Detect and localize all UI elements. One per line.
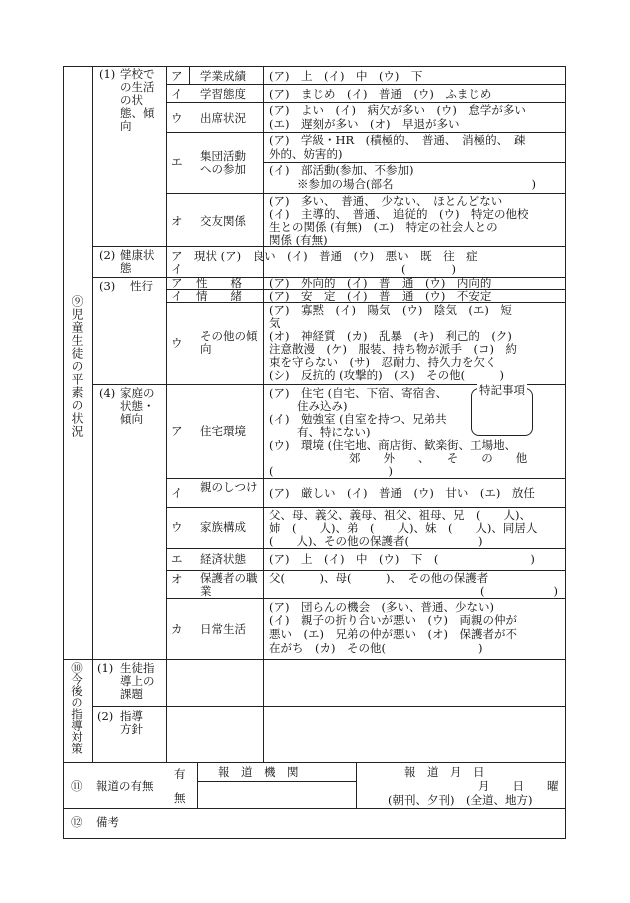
sec11-date-paren: (朝刊、夕刊) (全道、地方)	[388, 793, 533, 807]
s4u-letter: ウ	[171, 520, 183, 534]
s4a-line2: 住み込み)	[297, 399, 348, 413]
s1u-name: 出席状況	[200, 111, 246, 125]
sec11-div2	[356, 762, 357, 808]
s4a-line3: (イ) 勉強室 (自室を持つ、兄弟共	[269, 412, 447, 426]
sec11-agency: 報 道 機 関	[218, 765, 299, 779]
s4o-line2: ( )	[480, 584, 558, 598]
s1o-letter: オ	[171, 214, 183, 228]
s1i-letter: イ	[171, 87, 183, 101]
sec11-nashi: 無	[174, 791, 186, 805]
frame-bottom	[63, 838, 566, 839]
s3u-line1: (ア) 寡黙 (イ) 陽気 (ウ) 陰気 (エ) 短	[269, 303, 512, 317]
s3u-letter: ウ	[171, 336, 183, 350]
s1u-letter: ウ	[171, 111, 183, 125]
row-line	[166, 84, 565, 85]
sec11-hline	[197, 781, 356, 782]
s3u-line3: (オ) 神経質 (カ) 乱暴 (キ) 利己的 (ク)	[269, 329, 512, 343]
row-line	[166, 598, 565, 599]
s4a-line1: (ア) 住宅 (自宅、下宿、寄宿舎、	[269, 386, 448, 400]
s2-line1: ア 現状 (ア) 良い (イ) 普通 (ウ) 悪い 既 往 症	[171, 249, 478, 263]
s1u-line1: (ア) よい (イ) 病欠が多い (ウ) 怠学が多い	[269, 103, 526, 117]
sec10-title: ⑩今後の指導対策	[70, 662, 84, 754]
s4-num: (4)	[99, 386, 116, 400]
s4a-name: 住宅環境	[200, 424, 246, 438]
s4ka-line2: (イ) 親子の折り合いが悪い (ウ) 両親の仲が	[269, 613, 517, 627]
sec10-divider	[263, 659, 264, 762]
s4u-line2: 姉 ( 人)、弟 ( 人)、妹 ( 人)、同居人	[269, 521, 538, 535]
sec9-title: ⑨児童生徒の平素の状況	[70, 295, 84, 438]
sec10-bottom	[63, 762, 566, 763]
s4-label: 家庭の状態・傾向	[120, 386, 155, 426]
s1e-line3: (イ) 部活動(参加、不参加)	[269, 163, 414, 177]
s3u-line2: 気	[269, 316, 281, 330]
s1o-line1: (ア) 多い、 普通、 少ない、 ほとんどない	[269, 194, 503, 208]
s4e-name: 経済状態	[200, 552, 246, 566]
row-line	[166, 478, 565, 479]
s3i-text: (ア) 安 定 (イ) 普 通 (ウ) 不安定	[269, 289, 492, 303]
s4o-line1: 父( )、母( )、 その他の保護者	[269, 571, 489, 585]
sec10-s2-num: (2)	[97, 709, 114, 723]
s4ka-name: 日常生活	[200, 622, 246, 636]
s3u-line4: 注意散漫 (ケ) 服装、持ち物が派手 (コ) 約	[269, 342, 517, 356]
s1e-line2: 外的、妨害的)	[269, 147, 343, 161]
s4a-line6: 郊 外 、 そ の 他	[349, 451, 528, 465]
s1o-line4: 関係 (有無)	[269, 233, 328, 247]
s2-num: (2)	[99, 248, 116, 262]
s4e-text: (ア) 上 (イ) 中 (ウ) 下 ( )	[269, 552, 535, 566]
s4i-name: 親のしつけ	[200, 480, 258, 494]
sec12-label: 備考	[96, 815, 119, 829]
label-column-divider	[166, 66, 167, 762]
sec10-title-div	[92, 659, 93, 762]
s3i-letter: イ	[171, 289, 183, 303]
sec10-s1-num: (1)	[97, 661, 114, 675]
s1a-letter: ア	[171, 69, 183, 83]
s4i-text: (ア) 厳しい (イ) 普通 (ウ) 甘い (エ) 放任	[269, 486, 535, 500]
s2-label: 健康状態	[120, 248, 155, 275]
s4i-letter: イ	[171, 486, 183, 500]
s1e-name: 集団活動への参加	[200, 149, 246, 176]
sec11-date-line: 月 日 曜	[478, 779, 559, 793]
sec11-date: 報 道 月 日	[404, 765, 485, 779]
sec11-ari: 有	[174, 767, 186, 781]
sec11-label: 報道の有無	[96, 779, 154, 793]
s4ka-line1: (ア) 団らんの機会 (多い、普通、少ない)	[269, 600, 494, 614]
s1e-line4: ※参加の場合(部名 )	[297, 177, 536, 191]
s3u-line6: (シ) 反抗的 (攻撃的) (ス) その他( )	[269, 368, 505, 382]
s1i-name: 学習態度	[200, 87, 246, 101]
s1a-name: 学業成績	[200, 69, 246, 83]
s4o-name: 保護者の職業	[200, 571, 258, 598]
s3i-name: 情 緒	[196, 289, 242, 303]
s1i-text: (ア) まじめ (イ) 普通 (ウ) ふまじめ	[269, 87, 492, 101]
s4o-letter: オ	[171, 572, 183, 586]
sec11-bottom	[63, 808, 566, 809]
s3a-name: 性 格	[196, 276, 242, 290]
s4u-line3: ( 人)、その他の保護者( )	[269, 534, 483, 548]
s1o-line2: (イ) 主導的、 普通、 追従的 (ウ) 特定の他校	[269, 207, 529, 221]
s3s4-name-divider	[263, 277, 264, 659]
sec10-s1-label: 生徒指導上の課題	[120, 661, 155, 701]
s4a-letter: ア	[171, 424, 183, 438]
s4ka-line3: 悪い (エ) 兄弟の仲が悪い (オ) 保護者が不	[269, 627, 517, 641]
s1e-line1: (ア) 学級・HR (積極的、 普通、 消極的、 疎	[269, 133, 526, 147]
s3-num: (3)	[99, 279, 116, 293]
s4a-line5: (ウ) 環境 (住宅地、商店街、歓楽街、工場地、	[269, 438, 517, 452]
s4u-line1: 父、母、義父、義母、祖父、祖母、兄 ( 人)、	[269, 508, 531, 522]
note-label: 特記事項	[479, 383, 525, 397]
s4ka-letter: カ	[171, 622, 183, 636]
frame-left	[63, 66, 64, 839]
sec9-bottom	[63, 659, 566, 660]
sec11-div1	[197, 762, 198, 808]
s1a-letter-div	[189, 66, 190, 84]
s4e-letter: エ	[171, 552, 183, 566]
s3a-text: (ア) 外向的 (イ) 普 通 (ウ) 内向的	[269, 276, 492, 290]
sec11-num: ⑪	[71, 779, 83, 793]
s4a-line4: 有、特にない)	[297, 425, 371, 439]
sec12-num: ⑫	[71, 815, 83, 829]
s1-label: 学校での生活の状態、傾向	[120, 67, 155, 133]
s1o-name: 交友関係	[200, 214, 246, 228]
sec9-title-divider	[92, 66, 93, 659]
s1o-line3: 生との関係 (有無) (エ) 特定の社会人との	[269, 220, 498, 234]
s2-line2: イ ( )	[171, 262, 456, 276]
s3u-name: その他の傾向	[200, 329, 258, 356]
s4ka-line4: 在がち (カ) その他( )	[269, 641, 483, 655]
row-line	[92, 246, 565, 247]
s4a-line7: ( )	[269, 464, 393, 478]
row-line	[166, 548, 565, 549]
s1e-letter: エ	[171, 155, 183, 169]
sec10-s2-label: 指導方針	[120, 709, 143, 736]
s1u-line2: (エ) 遅刻が多い (オ) 早退が多い	[269, 117, 460, 131]
s1-num: (1)	[99, 67, 116, 81]
sec10-mid	[92, 706, 565, 707]
s3a-letter: ア	[171, 276, 183, 290]
frame-right	[565, 66, 566, 839]
s3-label: 性行	[130, 279, 153, 293]
s3u-line5: 束を守らない (サ) 忍耐力、持久力を欠く	[269, 355, 497, 369]
s4u-name: 家族構成	[200, 520, 246, 534]
s1a-text: (ア) 上 (イ) 中 (ウ) 下	[269, 69, 423, 83]
